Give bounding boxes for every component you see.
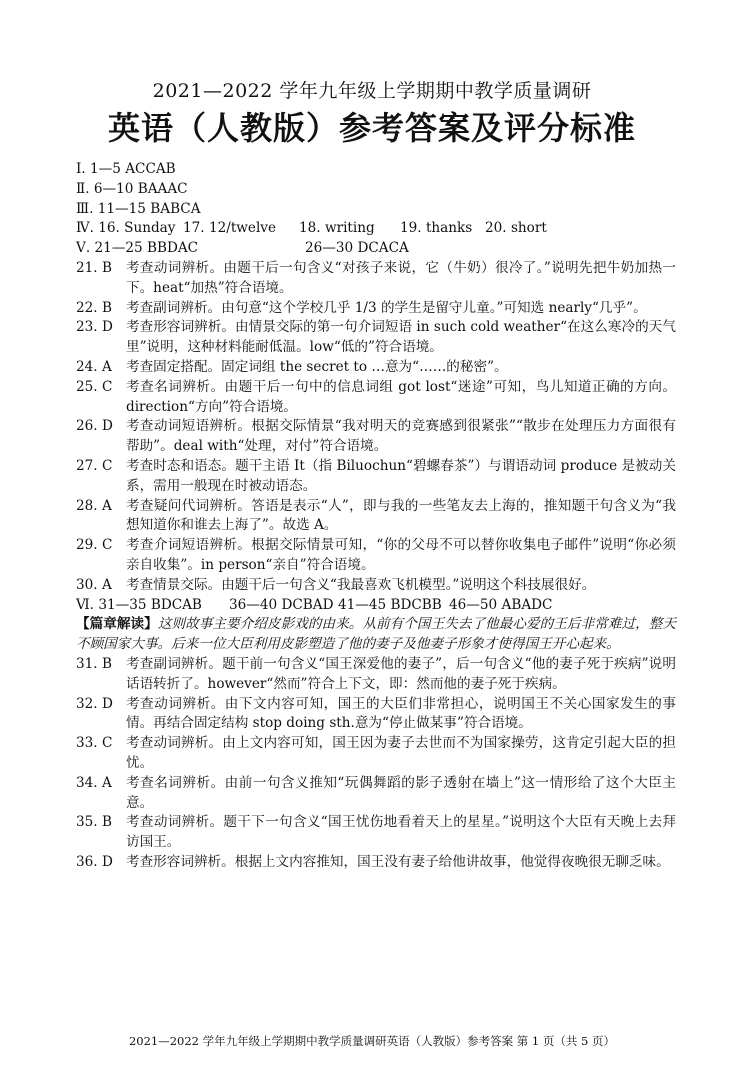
explanation-item [76, 299, 676, 319]
explanation-text: 考查动词辨析。由题干后一句含义“对孩子来说，它（牛奶）很冷了。”说明先把牛奶加热一下。heat“加热”符合语境。 [126, 259, 676, 296]
explanations-21-30 [76, 259, 676, 596]
explanation-text: 考查疑问代词辨析。答语是表示“人”，即与我的一些笔友去上海的，推知题干句含义为“我想知道你和谁去上海了”。故选 A。 [126, 497, 676, 534]
explanation-item [76, 457, 676, 497]
answers-36-40: 36—40 DCBAD [229, 596, 334, 613]
explanation-item [76, 536, 676, 576]
explanation-text: 考查形容词辨析。根据上文内容推知，国王没有妻子给他讲故事，他觉得夜晚很无聊乏味。 [126, 853, 670, 870]
explanation-text: 考查名词辨析。由题干后一句中的信息词组 got lost“迷途”可知，鸟儿知道正确的方向。direction“方向”符合语境。 [126, 378, 676, 415]
answers-26-30: 26—30 DCACA [305, 240, 409, 257]
explanation-item [76, 318, 676, 358]
passage-analysis [76, 615, 676, 655]
question-number: 24. A [76, 358, 112, 375]
explanation-item [76, 378, 676, 418]
section-4-answers [76, 219, 676, 239]
section-3-answers: Ⅲ. 11—15 BABCA [76, 200, 201, 217]
passage-analysis-text: 这则故事主要介绍皮影戏的由来。从前有个国王失去了他最心爱的王后非常难过，整天不顾国家大事。后来一位大臣利用皮影塑造了他的妻子及他妻子形象才使得国王开心起来。 [76, 616, 677, 653]
question-number: 29. C [76, 537, 113, 554]
explanation-item [76, 774, 676, 814]
explanation-text: 考查介词短语辨析。根据交际情景可知，“你的父母不可以替你收集电子邮件”说明“你必须亲自收集”。in person“亲自”符合语境。 [126, 537, 676, 573]
question-number: 26. D [76, 418, 113, 435]
answer-20: 20. short [485, 220, 547, 237]
answer-content [76, 160, 676, 873]
question-number: 21. B [76, 259, 112, 276]
explanation-text: 考查动词辨析。由下文内容可知，国王的大臣们非常担心，说明国王不关心国家发生的事情。再结合固定结构 stop doing sth.意为“停止做某事”符合语境。 [126, 695, 676, 732]
question-number: 23. D [76, 319, 113, 336]
question-number: 22. B [76, 299, 112, 316]
question-number: 30. A [76, 576, 112, 593]
answer-17: 17. 12/twelve [183, 220, 277, 237]
answer-16: Ⅳ. 16. Sunday [76, 220, 176, 237]
explanations-31-36 [76, 655, 676, 873]
question-number: 32. D [76, 695, 113, 712]
question-number: 35. B [76, 814, 112, 831]
section-5-answers [76, 239, 676, 259]
explanation-text: 考查副词辨析。由句意“这个学校几乎 1/3 的学生是留守儿童。”可知选 nearly“几乎”。 [126, 299, 647, 316]
explanation-item [76, 655, 676, 695]
answer-19: 19. thanks [400, 220, 473, 237]
answer-18: 18. writing [299, 220, 375, 237]
section-6-answers [76, 596, 676, 616]
explanation-item [76, 695, 676, 735]
explanation-text: 考查情景交际。由题干后一句含义“我最喜欢飞机模型。”说明这个科技展很好。 [126, 576, 596, 593]
explanation-item [76, 259, 676, 299]
explanation-item [76, 853, 676, 873]
question-number: 27. C [76, 457, 113, 474]
explanation-text: 考查副词辨析。题干前一句含义“国王深爱他的妻子”，后一句含义“他的妻子死于疾病”说明话语转折了。however“然而”符合上下文，即：然而他的妻子死于疾病。 [126, 655, 676, 692]
answers-21-25: Ⅴ. 21—25 BBDAC [76, 240, 199, 257]
question-number: 36. D [76, 853, 113, 870]
document-subtitle: 2021—2022 学年九年级上学期期中教学质量调研 [152, 80, 592, 102]
explanation-item [76, 497, 676, 537]
explanation-item [76, 358, 676, 378]
explanation-text: 考查时态和语态。题干主语 It（指 Biluochun“碧螺春茶”）与谓语动词 produce 是被动关系，需用一般现在时被动语态。 [126, 457, 676, 494]
question-number: 34. A [76, 774, 112, 791]
passage-analysis-tag: 【篇章解读】 [76, 616, 158, 633]
answers-31-35: Ⅵ. 31—35 BDCAB [76, 596, 202, 613]
question-number: 28. A [76, 497, 112, 514]
question-number: 31. B [76, 655, 112, 672]
page-footer: 2021—2022 学年九年级上学期期中教学质量调研英语（人教版）参考答案 第 1 页（共 5 页） [128, 1034, 616, 1048]
explanation-text: 考查名词辨析。由前一句含义推知“玩偶舞蹈的影子透射在墙上”这一情形给了这个大臣主意。 [126, 774, 676, 811]
explanation-text: 考查动词辨析。由上文内容可知，国王因为妻子去世而不为国家操劳，这肯定引起大臣的担忧。 [126, 735, 676, 771]
explanation-text: 考查动词辨析。题干下一句含义“国王忧伤地看着天上的星星。”说明这个大臣有天晚上去拜访国王。 [126, 814, 676, 851]
answers-41-45: 41—45 BDCBB [338, 596, 442, 613]
explanation-text: 考查固定搭配。固定词组 the secret to …意为“……的秘密”。 [126, 358, 508, 375]
question-number: 25. C [76, 378, 113, 395]
question-number: 33. C [76, 735, 113, 752]
explanation-item [76, 813, 676, 853]
explanation-text: 考查动词短语辨析。根据交际情景“我对明天的竞赛感到很紧张”“散步在处理压力方面很有帮助”。deal with“处理，对付”符合语境。 [126, 418, 676, 455]
answers-46-50: 46—50 ABADC [449, 596, 553, 613]
section-2-answers: Ⅱ. 6—10 BAAAC [76, 180, 188, 197]
explanation-item [76, 576, 676, 596]
document-title: 英语（人教版）参考答案及评分标准 [107, 109, 636, 147]
explanation-item [76, 734, 676, 774]
explanation-text: 考查形容词辨析。由情景交际的第一句介词短语 in such cold weather“在这么寒冷的天气里”说明，这种材料能耐低温。low“低的”符合语境。 [126, 319, 676, 356]
explanation-item [76, 417, 676, 457]
section-1-answers: Ⅰ. 1—5 ACCAB [76, 161, 176, 177]
